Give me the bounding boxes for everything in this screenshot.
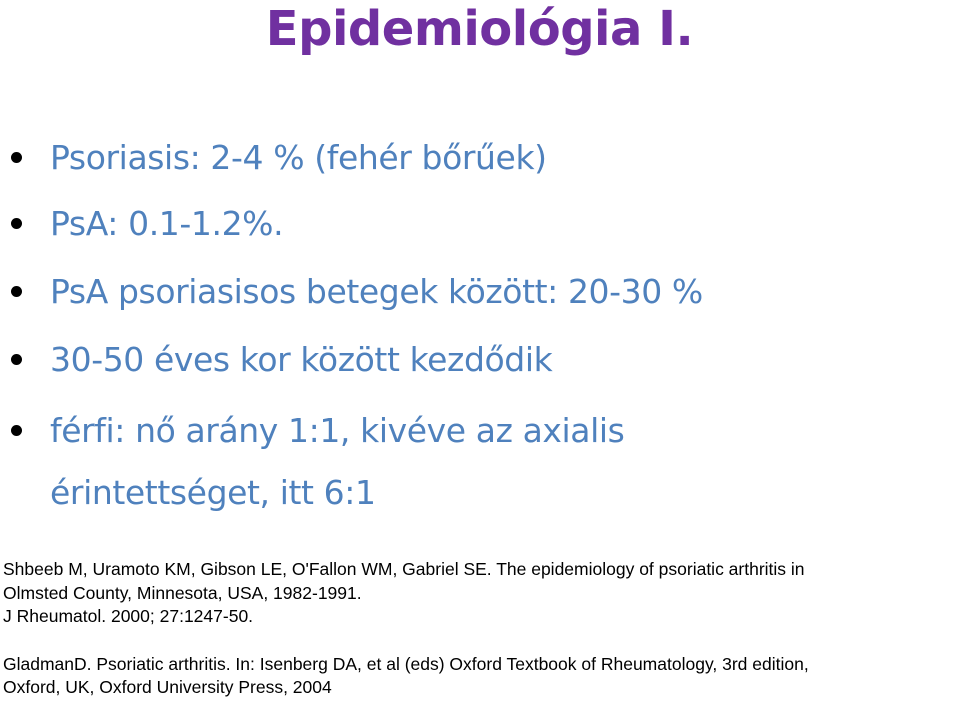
reference-gladman-2004: [3, 653, 957, 700]
bullet-dot-icon: [11, 152, 22, 163]
bullet-text: férfi: nő arány 1:1, kivéve az axialis: [50, 411, 625, 450]
bullet-dot-icon: [11, 286, 22, 297]
reference-line: Oxford, UK, Oxford University Press, 2004: [3, 677, 332, 697]
bullet-text-continuation: érintettséget, itt 6:1: [50, 473, 376, 512]
references: [3, 558, 957, 700]
bullet-text: 30-50 éves kor között kezdődik: [50, 340, 553, 379]
bullet-dot-icon: [11, 425, 22, 436]
bullet-text: Psoriasis: 2-4 % (fehér bőrűek): [50, 138, 547, 177]
slide-title: Epidemiológia I.: [265, 1, 694, 57]
reference-spacer: [3, 629, 957, 653]
bullet-text: PsA: 0.1-1.2%.: [50, 204, 284, 243]
bullet-dot-icon: [11, 218, 22, 229]
bullet-text: PsA psoriasisos betegek között: 20-30 %: [50, 272, 703, 311]
bullet-dot-icon: [11, 354, 22, 365]
reference-line: Shbeeb M, Uramoto KM, Gibson LE, O'Fallon WM, Gabriel SE. The epidemiology of psoriatic arthritis in: [3, 559, 805, 579]
reference-line: GladmanD. Psoriatic arthritis. In: Isenberg DA, et al (eds) Oxford Textbook of Rheumatology, 3rd edition,: [3, 653, 809, 674]
reference-line: Olmsted County, Minnesota, USA, 1982-1991.: [3, 582, 362, 603]
reference-line: J Rheumatol. 2000; 27:1247-50.: [3, 606, 254, 626]
reference-shbeeb-2000: [3, 558, 957, 629]
